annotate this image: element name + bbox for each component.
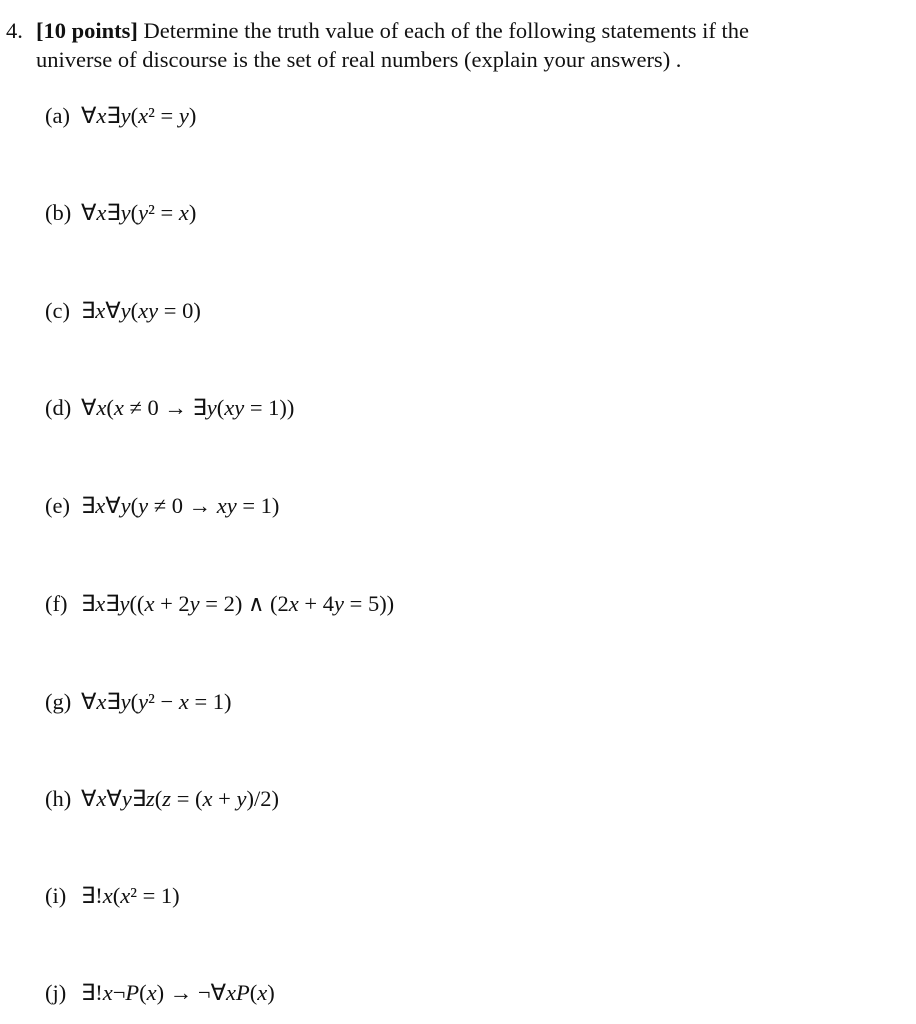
formula: ∀x∀y∃z(z = (x + y)/2) bbox=[81, 786, 279, 811]
formula: ∀x∃y(x² = y) bbox=[81, 103, 197, 128]
formula: ∃!x¬P(x) → ¬∀xP(x) bbox=[81, 980, 275, 1005]
problem-points: [10 points] bbox=[36, 18, 138, 43]
formula: ∀x(x ≠ 0 → ∃y(xy = 1)) bbox=[81, 395, 295, 420]
item-label: (e) bbox=[45, 493, 70, 518]
item-label: (d) bbox=[45, 395, 72, 420]
statement-h bbox=[45, 786, 279, 812]
statement-i bbox=[45, 883, 180, 909]
item-label: (j) bbox=[45, 980, 67, 1005]
formula: ∃x∃y((x + 2y = 2) ∧ (2x + 4y = 5)) bbox=[81, 591, 395, 616]
problem-number: 4. bbox=[6, 18, 23, 43]
problem-statement bbox=[6, 16, 896, 74]
statement-e bbox=[45, 493, 279, 519]
formula: ∃x∀y(y ≠ 0 → xy = 1) bbox=[81, 493, 280, 518]
item-label: (g) bbox=[45, 689, 72, 714]
statement-g bbox=[45, 689, 232, 715]
formula: ∃x∀y(xy = 0) bbox=[81, 298, 201, 323]
statement-j bbox=[45, 980, 275, 1006]
item-label: (c) bbox=[45, 298, 70, 323]
problem-text-2: universe of discourse is the set of real numbers (explain your answers) . bbox=[36, 47, 682, 72]
item-label: (h) bbox=[45, 786, 72, 811]
formula: ∃!x(x² = 1) bbox=[81, 883, 180, 908]
statement-b bbox=[45, 200, 196, 226]
item-label: (f) bbox=[45, 591, 68, 616]
formula: ∀x∃y(y² − x = 1) bbox=[81, 689, 232, 714]
statement-c bbox=[45, 298, 201, 324]
problem-line-2 bbox=[6, 45, 896, 74]
formula: ∀x∃y(y² = x) bbox=[81, 200, 197, 225]
item-label: (i) bbox=[45, 883, 67, 908]
statement-f bbox=[45, 591, 394, 617]
item-label: (b) bbox=[45, 200, 72, 225]
problem-text-1: Determine the truth value of each of the following statements if the bbox=[143, 18, 749, 43]
statement-d bbox=[45, 395, 294, 421]
problem-line-1 bbox=[6, 16, 896, 45]
item-label: (a) bbox=[45, 103, 70, 128]
statement-a bbox=[45, 103, 196, 129]
